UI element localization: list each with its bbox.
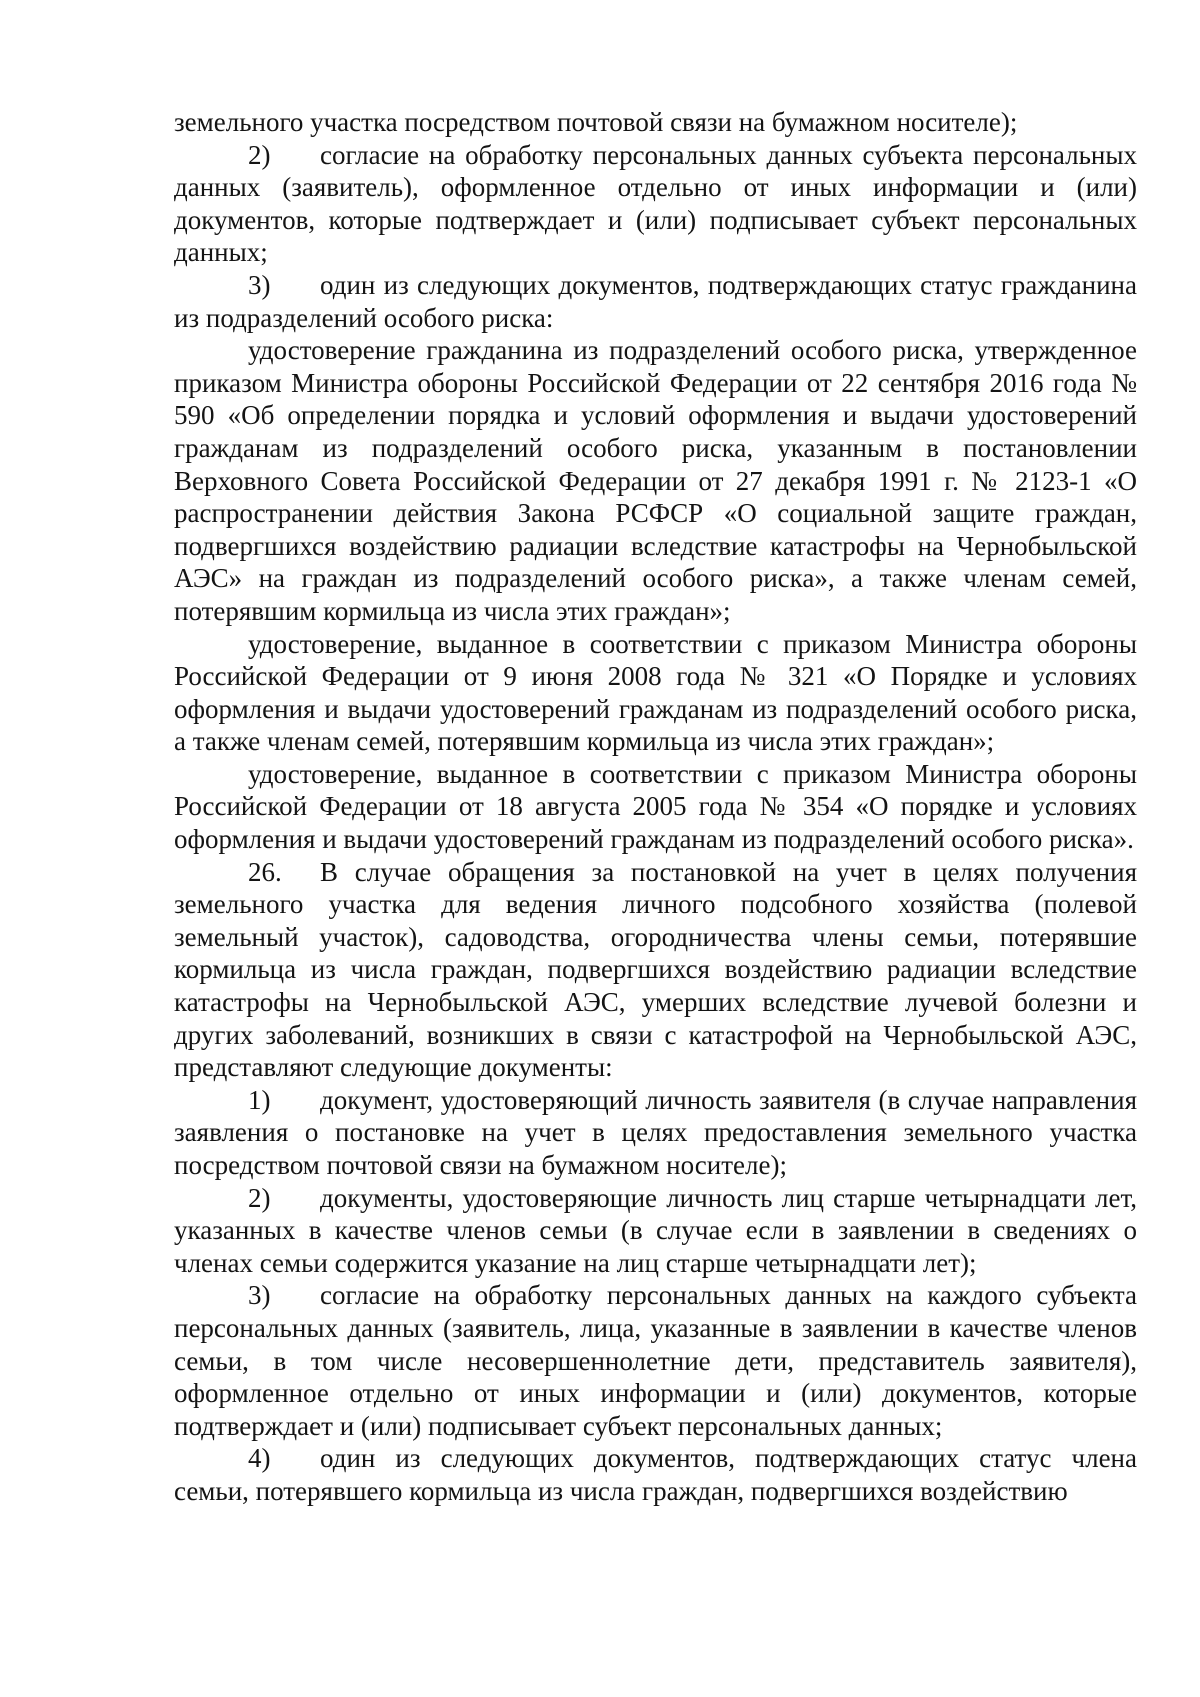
paragraph-item-2-family-identity: 2) документы, удостоверяющие личность лиц старше четырнадцати лет, указанных в качестве членов семьи (в случае если в заявлении в сведениях о членах семьи содержится указание на лиц старше четырнадцати лет); (174, 1182, 1137, 1278)
paragraph-item-3-consent-each: 3) согласие на обработку персональных данных на каждого субъекта персональных данных (заявитель, лица, указанные в заявлении в качестве членов семьи, в том числе несовершеннолетние дети, представитель заявителя), оформленное отдельно от иных информации и (или) документов, которые подтверждает и (или) подписывает субъект персональных данных; (174, 1280, 1137, 1441)
paragraph-continuation: земельного участка посредством почтовой связи на бумажном носителе); (174, 107, 1018, 137)
paragraph-item-1-identity: 1) документ, удостоверяющий личность заявителя (в случае направления заявления о постановке на учет в целях предоставления земельного участка посредством почтовой связи на бумажном носителе); (174, 1084, 1137, 1180)
paragraph-certificate-2008: удостоверение, выданное в соответствии с приказом Министра обороны Российской Федерации от 9 июня 2008 года № 321 «О Порядке и условиях оформления и выдачи удостоверений гражданам из подразделений особого риска, а также членам семей, потерявшим кормильца из числа этих граждан»; (174, 628, 1137, 757)
item-number: 1) (248, 1084, 271, 1115)
paragraph-item-4-status: 4) один из следующих документов, подтверждающих статус члена семьи, потерявшего кормильца из числа граждан, подвергшихся воздействию (174, 1443, 1137, 1506)
paragraph-item-3-documents: 3) один из следующих документов, подтверждающих статус гражданина из подразделений особого риска: (174, 269, 1137, 333)
paragraph-certificate-2016: удостоверение гражданина из подразделений особого риска, утвержденное приказом Министра обороны Российской Федерации от 22 сентября 2016 года № 590 «Об определении порядка и условий оформления и выдачи удостоверений гражданам из подразделений особого риска, указанным в постановлении Верховного Совета Российской Федерации от 27 декабря 1991 г. № 2123-1 «О распространении действия Закона РСФСР «О социальной защите граждан, подвергшихся воздействию радиации вследствие катастрофы на Чернобыльской АЭС» на граждан из подразделений особого риска», а также членам семей, потерявшим кормильца из числа этих граждан»; (174, 335, 1137, 626)
item-number: 2) (248, 139, 271, 170)
paragraph-certificate-2005: удостоверение, выданное в соответствии с приказом Министра обороны Российской Федерации от 18 августа 2005 года № 354 «О порядке и условиях оформления и выдачи удостоверений гражданам из подразделений особого риска». (174, 758, 1137, 855)
document-page (174, 106, 1137, 1508)
paragraph-section-26: 26. В случае обращения за постановкой на учет в целях получения земельного участка для ведения личного подсобного хозяйства (полевой земельный участок), садоводства, огородничества члены семьи, потерявшие кормильца из числа граждан, подвергшихся воздействию радиации вследствие катастрофы на Чернобыльской АЭС, умерших вследствие лучевой болезни и других заболеваний, возникших в связи с катастрофой на Чернобыльской АЭС, представляют следующие документы: (174, 856, 1137, 1083)
item-number: 3) (248, 1280, 271, 1311)
item-number: 4) (248, 1443, 271, 1474)
paragraph-item-2-consent: 2) согласие на обработку персональных данных субъекта персональных данных (заявитель), оформленное отдельно от иных информации и (или) документов, которые подтверждает и (или) подписывает субъект персональных данных; (174, 139, 1137, 268)
section-number: 26. (248, 856, 282, 887)
item-number: 3) (248, 269, 271, 300)
item-number: 2) (248, 1182, 271, 1213)
